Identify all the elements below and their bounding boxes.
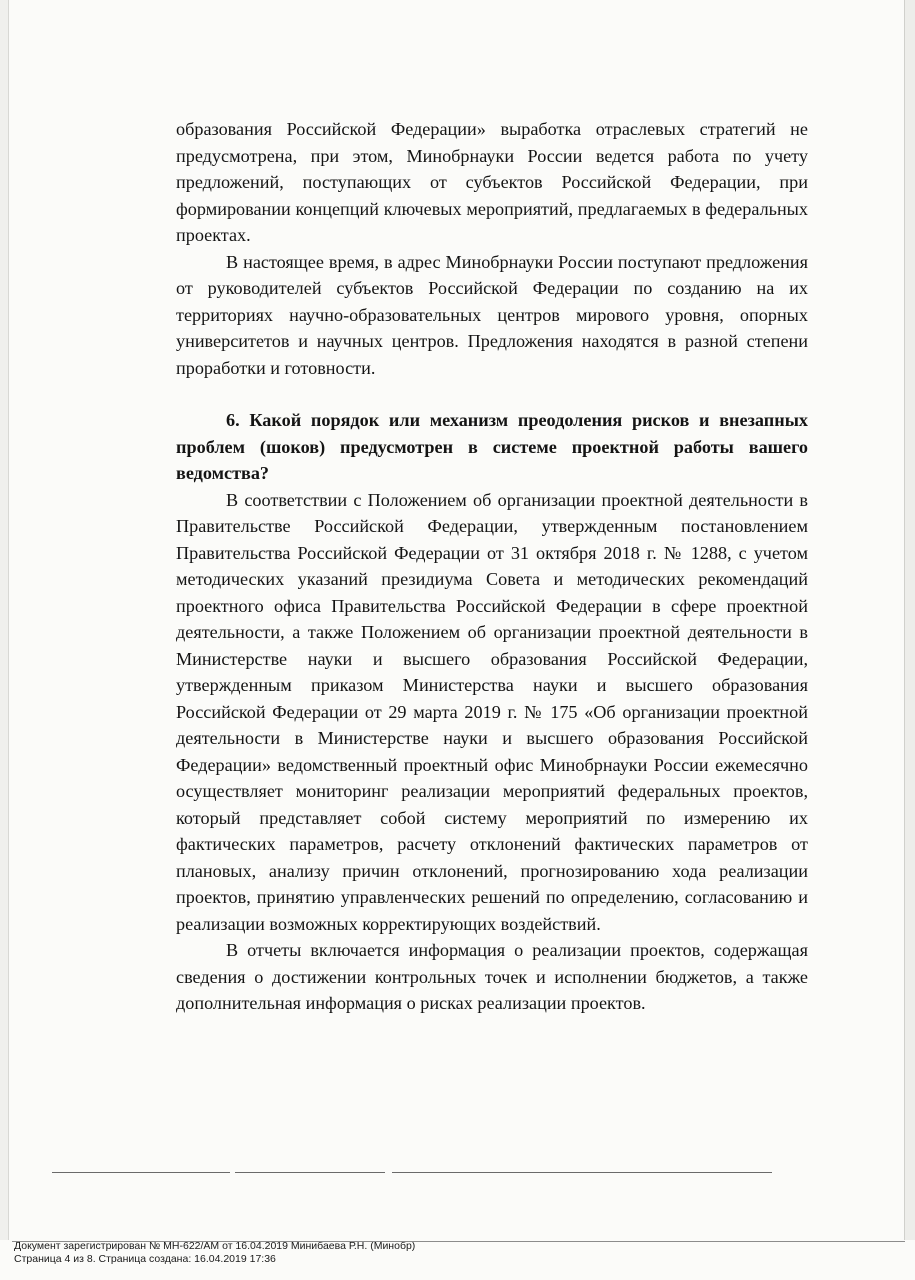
paragraph-continuation: образования Российской Федерации» выработка отраслевых стратегий не предусмотрена, при этом, Минобрнауки России ведется работа по учету предложений, поступающих от субъектов Российской Федерации, при формировании концепций ключевых мероприятий, предлагаемых в федеральных проектах. xyxy=(176,119,808,245)
registration-footer xyxy=(14,1240,904,1265)
paragraph-monitoring: В соответствии с Положением об организации проектной деятельности в Правительстве Российской Федерации, утвержденным постановлением Правительства Российской Федерации от 31 октября 2018 г. № 1288, с учетом методических указаний президиума Совета и методических рекомендаций проектного офиса Правительства Российской Федерации в сфере проектной деятельности, а также Положением об организации проектной деятельности в Министерстве науки и высшего образования Российской Федерации, утвержденным приказом Министерства науки и высшего образования Российской Федерации от 29 марта 2019 г. № 175 «Об организации проектной деятельности в Министерстве науки и высшего образования Российской Федерации» ведомственный проектный офис Минобрнауки России ежемесячно осуществляет мониторинг реализации мероприятий федеральных проектов, который представляет собой систему мероприятий по измерению их фактических параметров, расчету отклонений фактических параметров от плановых, анализу причин отклонений, прогнозированию хода реализации проектов, принятию управленческих решений по определению, согласованию и реализации возможных корректирующих воздействий. xyxy=(176,489,808,934)
separator-line-right xyxy=(392,1172,772,1173)
paragraph-proposals: В настоящее время, в адрес Минобрнауки России поступают предложения от руководителей субъектов Российской Федерации по созданию на их территориях научно-образовательных центров мирового уровня, опорных университетов и научных центров. Предложения находятся в разной степени проработки и готовности. xyxy=(176,251,808,378)
footer-divider xyxy=(12,1241,905,1242)
footer-page-info-line: Страница 4 из 8. Страница создана: 16.04.2019 17:36 xyxy=(14,1252,276,1265)
page-edge-right xyxy=(904,0,915,1240)
separator-line-left xyxy=(52,1172,230,1173)
question-heading-6: 6. Какой порядок или механизм преодоления рисков и внезапных проблем (шоков) предусмотрен в системе проектной работы вашего ведомства? xyxy=(176,410,808,483)
document-body xyxy=(176,116,808,1017)
paragraph-reports: В отчеты включается информация о реализации проектов, содержащая сведения о достижении контрольных точек и исполнении бюджетов, а также дополнительная информация о рисках реализации проектов. xyxy=(176,940,808,1013)
page-edge-left xyxy=(0,0,9,1240)
separator-line-mid xyxy=(235,1172,385,1173)
footer-registration-line: Документ зарегистрирован № МН-622/АМ от 16.04.2019 Минибаева Р.Н. (Минобр) xyxy=(14,1240,416,1252)
